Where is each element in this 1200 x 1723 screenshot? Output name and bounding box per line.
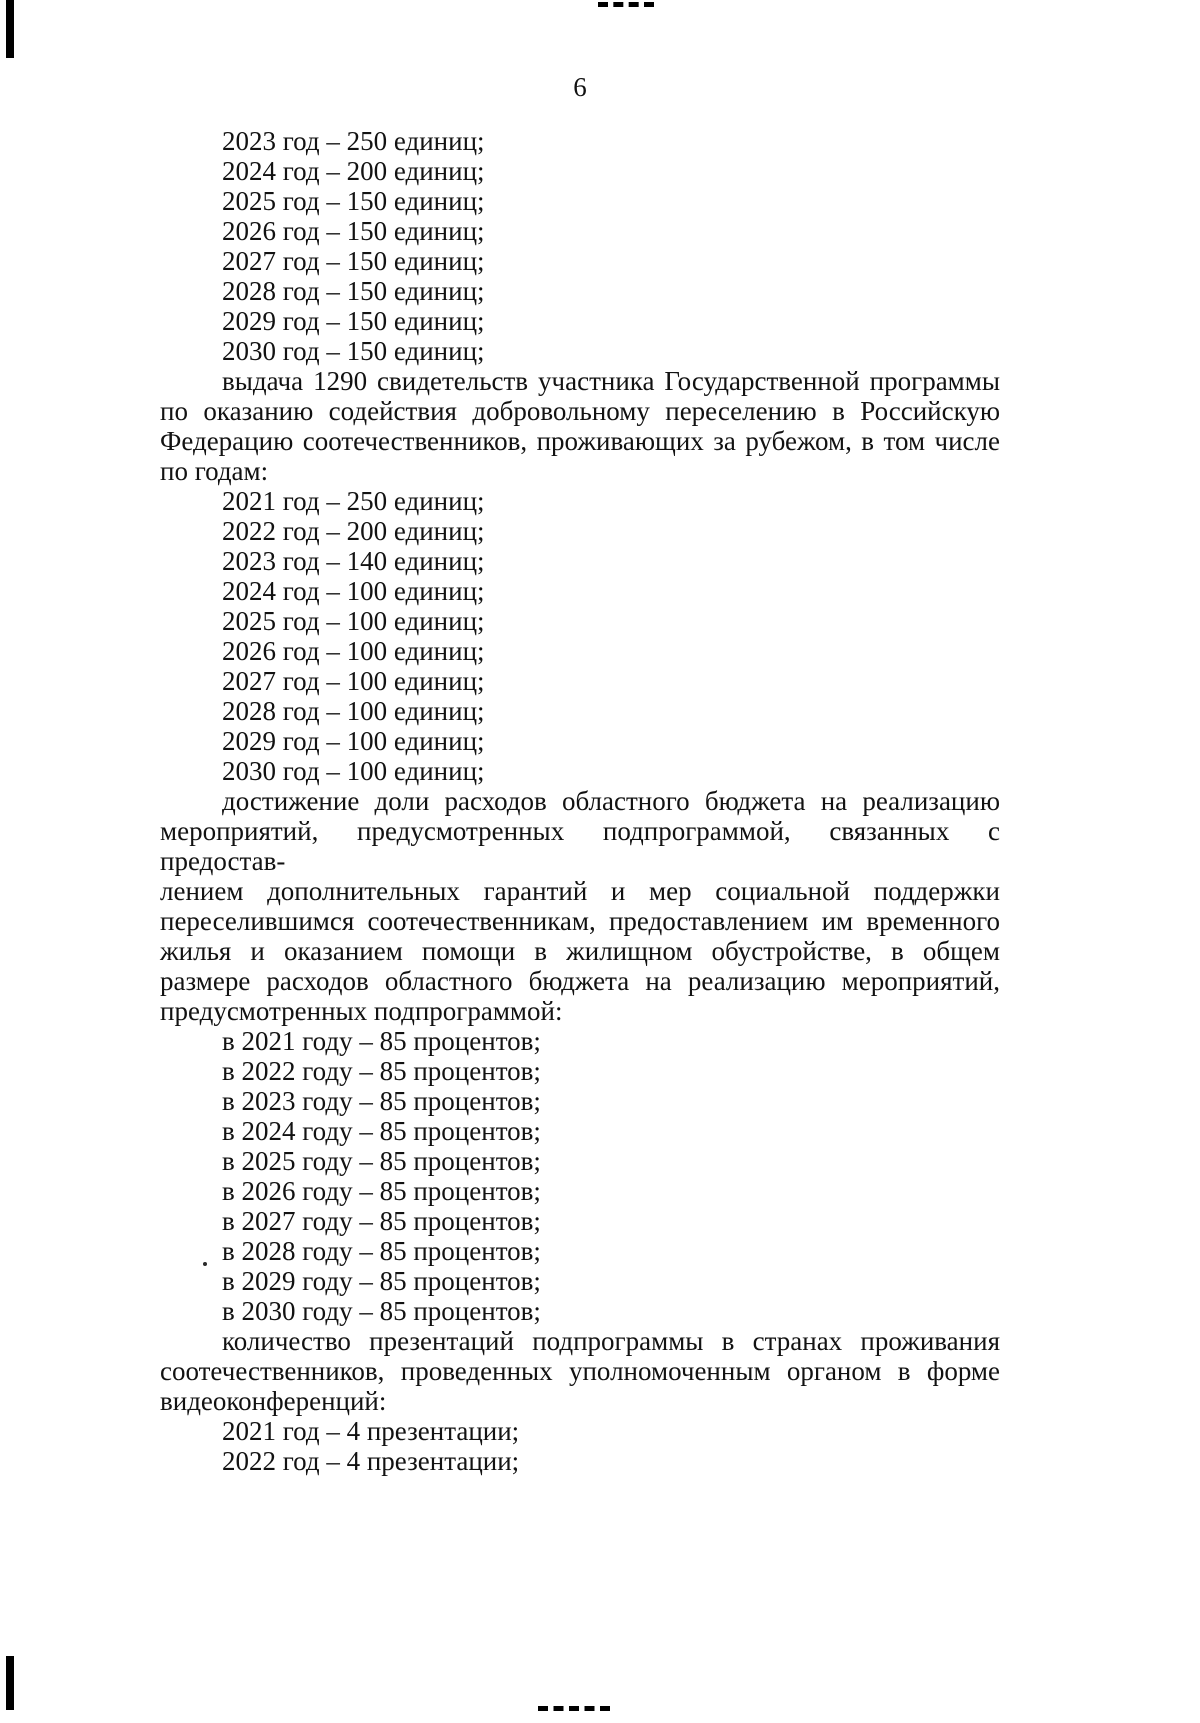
paragraph-budget-share [160, 786, 1000, 1026]
year-units-line: 2024 год – 100 единиц; [222, 576, 485, 606]
scan-speck [203, 1262, 207, 1266]
units-list-2021-2030 [160, 486, 1000, 786]
year-units-line: 2023 год – 140 единиц; [222, 546, 485, 576]
year-units-line: 2021 год – 250 единиц; [222, 486, 485, 516]
year-percent-line: в 2026 году – 85 процентов; [222, 1176, 541, 1206]
year-units-line: 2030 год – 150 единиц; [222, 336, 485, 366]
year-percent-line: в 2029 году – 85 процентов; [222, 1266, 541, 1296]
year-units-line: 2023 год – 250 единиц; [222, 126, 485, 156]
units-list-2023-2030 [160, 126, 1000, 366]
paragraph-line: количество презентаций подпрограммы в странах проживания [222, 1326, 1000, 1356]
year-units-line: 2026 год – 150 единиц; [222, 216, 485, 246]
year-percent-line: в 2023 году – 85 процентов; [222, 1086, 541, 1116]
paragraph-line: мероприятий, предусмотренных подпрограммой, связанных с предостав- [160, 816, 1000, 876]
year-presentations-line: 2022 год – 4 презентации; [222, 1446, 520, 1476]
year-units-line: 2027 год – 100 единиц; [222, 666, 485, 696]
percent-list-2021-2030 [160, 1026, 1000, 1326]
year-units-line: 2022 год – 200 единиц; [222, 516, 485, 546]
paragraph-line: предусмотренных подпрограммой: [160, 996, 563, 1026]
scan-artifact-top-left-bar [6, 0, 14, 58]
paragraph-certificates-issue [160, 366, 1000, 486]
paragraph-line: размере расходов областного бюджета на реализацию мероприятий, [160, 966, 1000, 996]
year-presentations-line: 2021 год – 4 презентации; [222, 1416, 520, 1446]
paragraph-line: соотечественников, проведенных уполномоченным органом в форме [160, 1356, 1000, 1386]
year-units-line: 2027 год – 150 единиц; [222, 246, 485, 276]
paragraph-line: по оказанию содействия добровольному переселению в Российскую [160, 396, 1000, 426]
scan-artifact-bottom-left-bar [6, 1656, 14, 1710]
paragraph-line: достижение доли расходов областного бюджета на реализацию [222, 786, 1000, 816]
scan-artifact-top-dashes [598, 2, 654, 7]
year-units-line: 2028 год – 100 единиц; [222, 696, 485, 726]
paragraph-line: видеоконференций: [160, 1386, 387, 1416]
year-units-line: 2029 год – 150 единиц; [222, 306, 485, 336]
year-units-line: 2029 год – 100 единиц; [222, 726, 485, 756]
year-percent-line: в 2021 году – 85 процентов; [222, 1026, 541, 1056]
year-percent-line: в 2022 году – 85 процентов; [222, 1056, 541, 1086]
year-units-line: 2030 год – 100 единиц; [222, 756, 485, 786]
year-percent-line: в 2028 году – 85 процентов; [222, 1236, 541, 1266]
scan-artifact-bottom-dashes [538, 1706, 610, 1711]
paragraph-line: по годам: [160, 456, 269, 486]
year-percent-line: в 2024 году – 85 процентов; [222, 1116, 541, 1146]
presentations-list-2021-2022 [160, 1416, 1000, 1476]
year-units-line: 2026 год – 100 единиц; [222, 636, 485, 666]
year-units-line: 2025 год – 100 единиц; [222, 606, 485, 636]
year-percent-line: в 2027 году – 85 процентов; [222, 1206, 541, 1236]
paragraph-line: выдача 1290 свидетельств участника Государственной программы [222, 366, 1000, 396]
year-percent-line: в 2030 году – 85 процентов; [222, 1296, 541, 1326]
paragraph-line: лением дополнительных гарантий и мер социальной поддержки [160, 876, 1000, 906]
paragraph-presentations [160, 1326, 1000, 1416]
paragraph-line: жилья и оказанием помощи в жилищном обустройстве, в общем [160, 936, 1000, 966]
year-percent-line: в 2025 году – 85 процентов; [222, 1146, 541, 1176]
year-units-line: 2024 год – 200 единиц; [222, 156, 485, 186]
paragraph-line: Федерацию соотечественников, проживающих за рубежом, в том числе [160, 426, 1000, 456]
year-units-line: 2025 год – 150 единиц; [222, 186, 485, 216]
year-units-line: 2028 год – 150 единиц; [222, 276, 485, 306]
paragraph-line: переселившимся соотечественникам, предоставлением им временного [160, 906, 1000, 936]
page-number: 6 [573, 72, 587, 102]
